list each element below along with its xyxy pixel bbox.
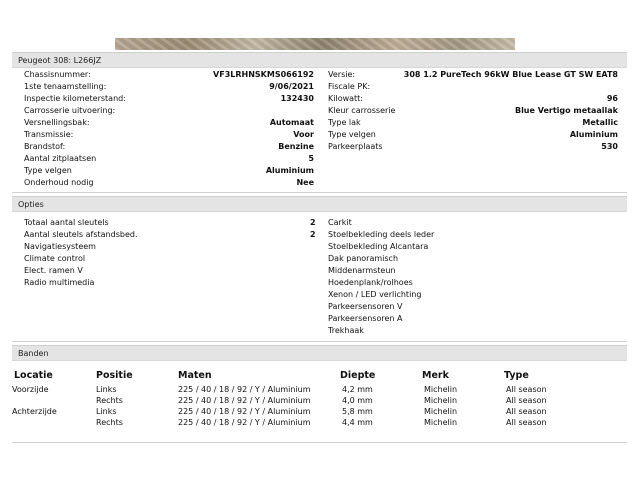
spec-value: 132430 — [280, 94, 314, 103]
option-item: Carkit — [328, 218, 352, 227]
cell-type: All season — [506, 407, 547, 416]
option-value: 2 — [310, 230, 316, 239]
option-label: Elect. ramen V — [24, 266, 83, 275]
spec-label: Parkeerplaats — [328, 142, 383, 151]
spec-label: Type velgen — [24, 166, 72, 175]
spec-label: Onderhoud nodig — [24, 178, 94, 187]
spec-label: Versie: — [328, 70, 356, 79]
cell-diepte: 4,4 mm — [342, 418, 373, 427]
spec-row — [24, 106, 314, 118]
spec-label: Kleur carrosserie — [328, 106, 396, 115]
column-header-maten: Maten — [178, 370, 212, 381]
option-item: Dak panoramisch — [328, 254, 399, 263]
column-header-diepte: Diepte — [340, 370, 376, 381]
option-item: Trekhaak — [328, 326, 364, 335]
spec-label: Carrosserie uitvoering: — [24, 106, 116, 115]
option-item: Stoelbekleding deels leder — [328, 230, 435, 239]
option-item: Parkeersensoren A — [328, 314, 403, 323]
spec-row — [328, 70, 618, 82]
cell-positie: Links — [96, 407, 117, 416]
spec-label: Type lak — [328, 118, 361, 127]
spec-row — [328, 118, 618, 130]
spec-value: Blue Vertigo metaallak — [514, 106, 618, 115]
option-item: Hoedenplank/rolhoes — [328, 278, 413, 287]
cell-merk: Michelin — [424, 407, 458, 416]
spec-row — [24, 70, 314, 82]
spec-row — [24, 166, 314, 178]
spec-label: Fiscale PK: — [328, 82, 371, 91]
spec-label: Brandstof: — [24, 142, 66, 151]
cell-positie: Links — [96, 385, 117, 394]
spec-label: Transmissie: — [24, 130, 74, 139]
spec-row — [24, 178, 314, 190]
spec-row — [24, 130, 314, 142]
option-label: Totaal aantal sleutels — [24, 218, 109, 227]
spec-row — [328, 82, 618, 94]
column-header-merk: Merk — [422, 370, 449, 381]
spec-row — [328, 142, 618, 154]
option-label: Navigatiesysteem — [24, 242, 96, 251]
opties-panel — [12, 212, 627, 342]
spec-row — [24, 118, 314, 130]
spec-value: VF3LRHNSKMS066192 — [213, 70, 314, 79]
option-item: Parkeersensoren V — [328, 302, 403, 311]
spec-value: Nee — [296, 178, 314, 187]
spec-value: 9/06/2021 — [269, 82, 314, 91]
spec-row — [24, 94, 314, 106]
cell-maten: 225 / 40 / 18 / 92 / Y / Aluminium — [178, 396, 311, 405]
cell-merk: Michelin — [424, 418, 458, 427]
spec-label: Kilowatt: — [328, 94, 363, 103]
spec-value: Aluminium — [569, 130, 618, 139]
cell-type: All season — [506, 396, 547, 405]
column-header-type: Type — [504, 370, 529, 381]
option-label: Aantal sleutels afstandsbed. — [24, 230, 138, 239]
spec-value: 5 — [308, 154, 314, 163]
column-header-positie: Positie — [96, 370, 133, 381]
spec-label: 1ste tenaamstelling: — [24, 82, 107, 91]
spec-value: Aluminium — [265, 166, 314, 175]
specs-panel — [12, 68, 627, 193]
spec-row — [328, 130, 618, 142]
cell-type: All season — [506, 418, 547, 427]
spec-value: 530 — [601, 142, 618, 151]
spec-row — [24, 142, 314, 154]
option-item: Stoelbekleding Alcantara — [328, 242, 429, 251]
spec-label: Aantal zitplaatsen — [24, 154, 97, 163]
opties-title: Opties — [18, 200, 44, 209]
option-value: 2 — [310, 218, 316, 227]
cell-merk: Michelin — [424, 385, 458, 394]
spec-row — [328, 106, 618, 118]
option-label: Climate control — [24, 254, 86, 263]
cell-maten: 225 / 40 / 18 / 92 / Y / Aluminium — [178, 385, 311, 394]
cell-merk: Michelin — [424, 396, 458, 405]
vehicle-photo — [115, 38, 515, 50]
cell-positie: Rechts — [96, 418, 123, 427]
opties-section-bar — [12, 196, 627, 212]
option-item: Xenon / LED verlichting — [328, 290, 422, 299]
spec-label: Inspectie kilometerstand: — [24, 94, 126, 103]
cell-diepte: 5,8 mm — [342, 407, 373, 416]
banden-title: Banden — [18, 349, 49, 358]
cell-locatie: Achterzijde — [12, 407, 57, 416]
spec-label: Chassisnummer: — [24, 70, 91, 79]
vehicle-title-bar — [12, 52, 627, 68]
spec-value: Metallic — [582, 118, 618, 127]
cell-type: All season — [506, 385, 547, 394]
cell-locatie: Voorzijde — [12, 385, 49, 394]
spec-value: 308 1.2 PureTech 96kW Blue Lease GT SW EAT8 — [403, 70, 618, 79]
cell-diepte: 4,2 mm — [342, 385, 373, 394]
spec-value: Voor — [293, 130, 314, 139]
spec-row — [24, 82, 314, 94]
spec-value: Benzine — [278, 142, 314, 151]
spec-row — [328, 94, 618, 106]
banden-table — [12, 361, 627, 443]
option-item: Middenarmsteun — [328, 266, 396, 275]
spec-row — [24, 154, 314, 166]
vehicle-title: Peugeot 308: L266JZ — [18, 56, 102, 65]
spec-value: 96 — [606, 94, 618, 103]
column-header-locatie: Locatie — [14, 370, 53, 381]
option-label: Radio multimedia — [24, 278, 95, 287]
spec-label: Type velgen — [328, 130, 376, 139]
spec-value: Automaat — [269, 118, 314, 127]
banden-section-bar — [12, 345, 627, 361]
cell-positie: Rechts — [96, 396, 123, 405]
spec-label: Versnellingsbak: — [24, 118, 90, 127]
cell-maten: 225 / 40 / 18 / 92 / Y / Aluminium — [178, 407, 311, 416]
cell-diepte: 4,0 mm — [342, 396, 373, 405]
cell-maten: 225 / 40 / 18 / 92 / Y / Aluminium — [178, 418, 311, 427]
